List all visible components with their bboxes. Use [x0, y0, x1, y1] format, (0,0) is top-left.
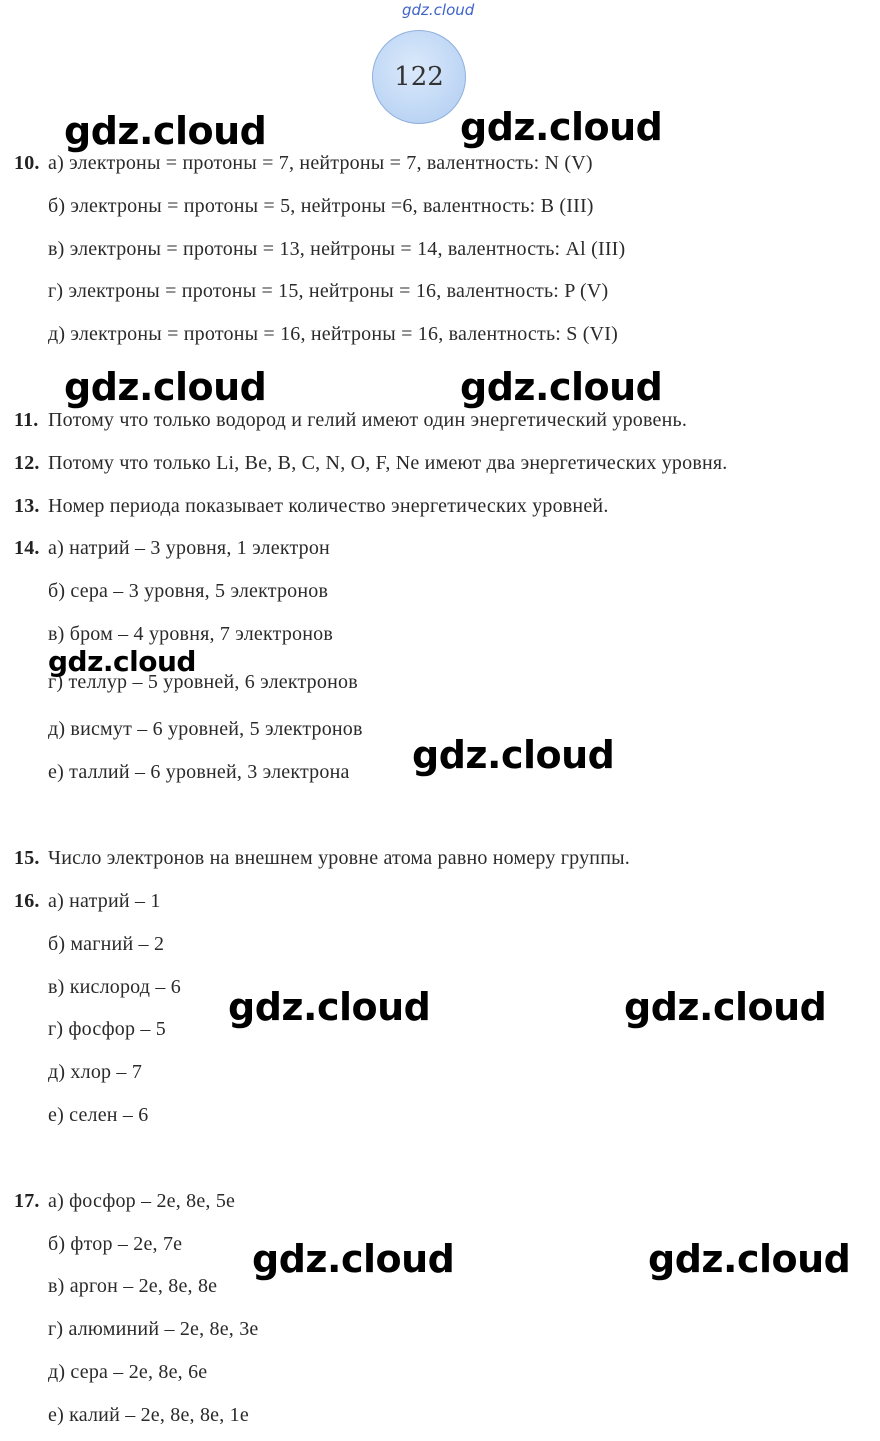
watermark: gdz.cloud: [48, 645, 196, 678]
answer-17-line-f: е) калий – 2е, 8е, 8е, 1е: [48, 1404, 249, 1426]
answer-10-line-c: в) электроны = протоны = 13, нейтроны = 14, валентность: Al (III): [48, 238, 626, 260]
answer-17-line-b: б) фтор – 2е, 7е: [48, 1233, 183, 1255]
watermark: gdz.cloud: [648, 1237, 851, 1281]
answer-15: [14, 843, 630, 873]
answer-text: Номер периода показывает количество энергетических уровней.: [48, 495, 609, 517]
answer-number: 13.: [14, 495, 40, 517]
answer-text: а) электроны = протоны = 7, нейтроны = 7, валентность: N (V): [48, 152, 593, 174]
answer-text: Потому что только Li, Be, B, C, N, O, F, Ne имеют два энергетических уровня.: [48, 452, 728, 474]
page-number: 122: [394, 62, 444, 92]
watermark: gdz.cloud: [64, 365, 267, 409]
answer-10-line-e: д) электроны = протоны = 16, нейтроны = 16, валентность: S (VI): [48, 323, 618, 345]
page-number-badge: [372, 30, 466, 124]
answer-number: 17.: [14, 1190, 40, 1212]
answer-text: а) натрий – 3 уровня, 1 электрон: [48, 537, 330, 559]
answer-14-line-e: д) висмут – 6 уровней, 5 электронов: [48, 718, 363, 740]
answer-17-line-c: в) аргон – 2е, 8е, 8е: [48, 1275, 218, 1297]
answer-14-line-c: в) бром – 4 уровня, 7 электронов: [48, 623, 333, 645]
answer-14-line-f: е) таллий – 6 уровней, 3 электрона: [48, 761, 350, 783]
answer-14-line-a: [14, 533, 330, 563]
watermark: gdz.cloud: [624, 985, 827, 1029]
answer-10-line-d: г) электроны = протоны = 15, нейтроны = 16, валентность: P (V): [48, 280, 609, 302]
answer-16-line-c: в) кислород – 6: [48, 976, 181, 998]
answer-number: 10.: [14, 152, 40, 174]
watermark: gdz.cloud: [64, 109, 267, 153]
answer-13: [14, 491, 609, 521]
answer-16-line-e: д) хлор – 7: [48, 1061, 143, 1083]
watermark: gdz.cloud: [460, 365, 663, 409]
answer-text: а) натрий – 1: [48, 890, 161, 912]
answer-number: 12.: [14, 452, 40, 474]
site-watermark-top: gdz.cloud: [402, 1, 475, 19]
answer-17-line-e: д) сера – 2е, 8е, 6е: [48, 1361, 208, 1383]
answer-number: 15.: [14, 847, 40, 869]
answer-text: Число электронов на внешнем уровне атома равно номеру группы.: [48, 847, 630, 869]
answer-number: 16.: [14, 890, 40, 912]
answer-number: 11.: [14, 409, 39, 431]
answer-14-line-b: б) сера – 3 уровня, 5 электронов: [48, 580, 329, 602]
watermark: gdz.cloud: [460, 105, 663, 149]
answer-16-line-b: б) магний – 2: [48, 933, 165, 955]
answer-text: а) фосфор – 2е, 8е, 5е: [48, 1190, 236, 1212]
watermark: gdz.cloud: [252, 1237, 455, 1281]
answer-17-line-a: [14, 1186, 235, 1216]
answer-16-line-a: [14, 886, 161, 916]
answer-17-line-d: г) алюминий – 2е, 8е, 3е: [48, 1318, 259, 1340]
answer-text: Потому что только водород и гелий имеют один энергетический уровень.: [48, 409, 688, 431]
watermark: gdz.cloud: [412, 733, 615, 777]
answer-14-line-d: г) теллур – 5 уровней, 6 электронов: [48, 671, 358, 693]
answer-10-line-b: б) электроны = протоны = 5, нейтроны =6, валентность: B (III): [48, 195, 594, 217]
answer-16-line-d: г) фосфор – 5: [48, 1018, 167, 1040]
answer-16-line-f: е) селен – 6: [48, 1104, 149, 1126]
answer-12: [14, 448, 727, 478]
watermark: gdz.cloud: [228, 985, 431, 1029]
answer-11: [14, 405, 687, 435]
answer-number: 14.: [14, 537, 40, 559]
